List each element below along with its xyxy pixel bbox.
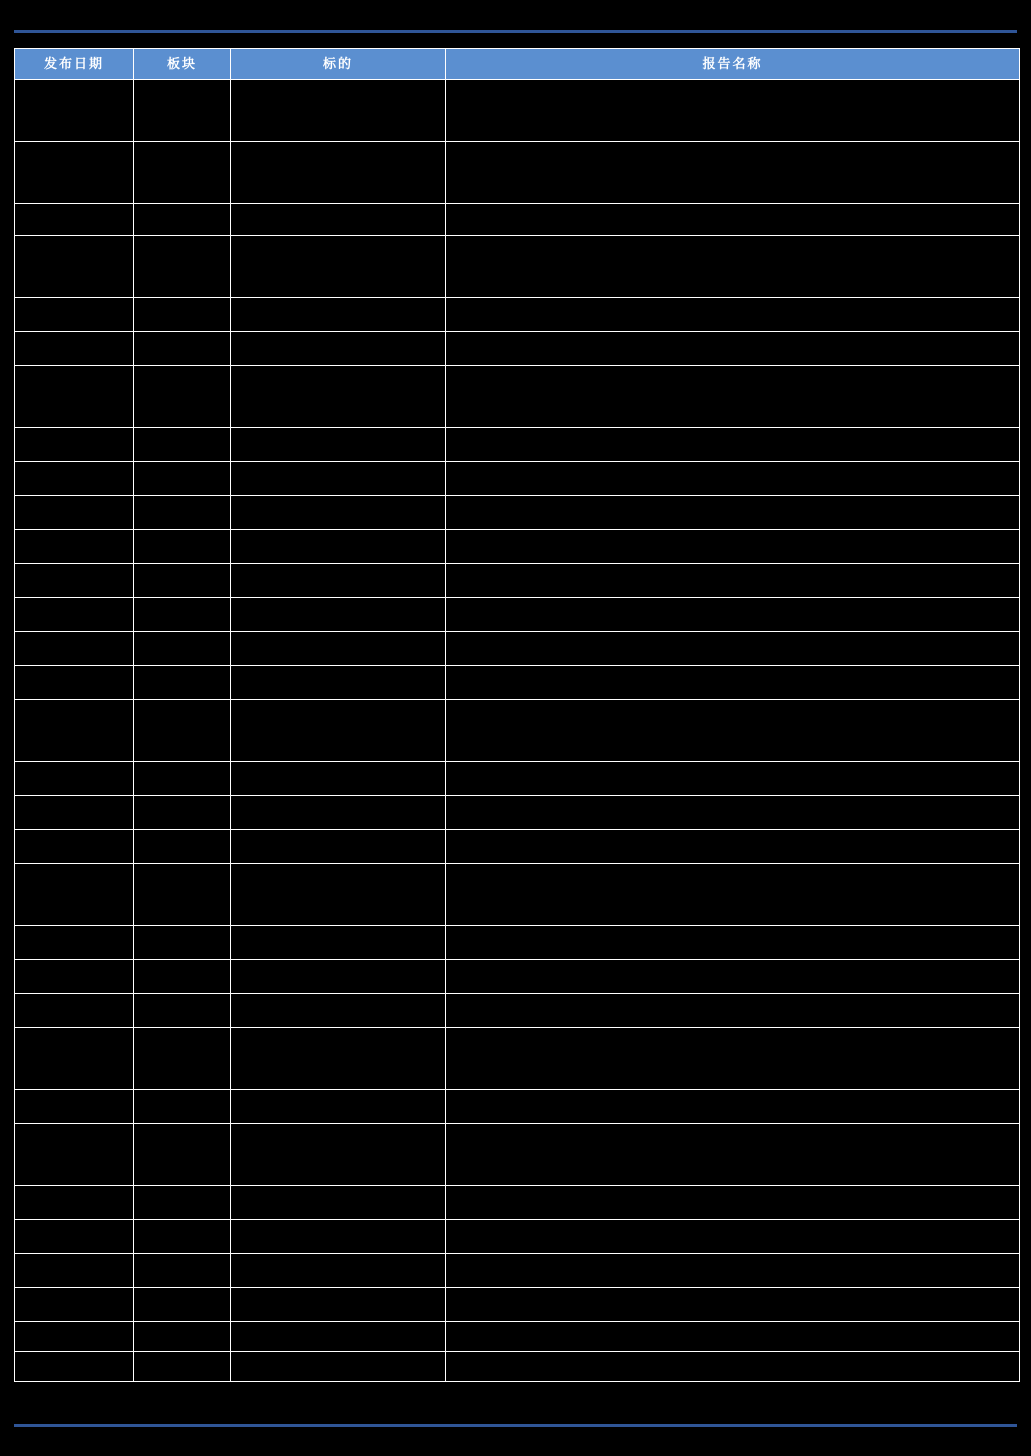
cell-sector bbox=[134, 1090, 231, 1124]
cell-date bbox=[15, 496, 134, 530]
cell-sector bbox=[134, 298, 231, 332]
cell-target bbox=[231, 1028, 446, 1090]
cell-target bbox=[231, 80, 446, 142]
cell-date bbox=[15, 1090, 134, 1124]
cell-report-name bbox=[446, 564, 1020, 598]
column-header-report-name: 报告名称 bbox=[446, 49, 1020, 80]
cell-target bbox=[231, 1322, 446, 1352]
cell-report-name bbox=[446, 632, 1020, 666]
cell-report-name bbox=[446, 926, 1020, 960]
cell-date bbox=[15, 332, 134, 366]
cell-sector bbox=[134, 1254, 231, 1288]
cell-target bbox=[231, 830, 446, 864]
cell-sector bbox=[134, 1352, 231, 1382]
cell-report-name bbox=[446, 666, 1020, 700]
cell-date bbox=[15, 530, 134, 564]
table-row bbox=[15, 1186, 1020, 1220]
cell-report-name bbox=[446, 1090, 1020, 1124]
cell-sector bbox=[134, 462, 231, 496]
table-row bbox=[15, 762, 1020, 796]
cell-sector bbox=[134, 598, 231, 632]
cell-target bbox=[231, 298, 446, 332]
header-rule bbox=[14, 30, 1017, 33]
cell-sector bbox=[134, 366, 231, 428]
cell-date bbox=[15, 236, 134, 298]
cell-target bbox=[231, 332, 446, 366]
cell-sector bbox=[134, 632, 231, 666]
cell-date bbox=[15, 762, 134, 796]
cell-sector bbox=[134, 700, 231, 762]
cell-date bbox=[15, 960, 134, 994]
cell-report-name bbox=[446, 598, 1020, 632]
cell-date bbox=[15, 1186, 134, 1220]
cell-target bbox=[231, 960, 446, 994]
cell-target bbox=[231, 598, 446, 632]
cell-sector bbox=[134, 1028, 231, 1090]
table-row bbox=[15, 598, 1020, 632]
table-row bbox=[15, 1322, 1020, 1352]
table-row bbox=[15, 564, 1020, 598]
cell-report-name bbox=[446, 1322, 1020, 1352]
cell-target bbox=[231, 1220, 446, 1254]
cell-report-name bbox=[446, 298, 1020, 332]
cell-date bbox=[15, 462, 134, 496]
cell-target bbox=[231, 366, 446, 428]
table-row bbox=[15, 796, 1020, 830]
cell-sector bbox=[134, 236, 231, 298]
table-row bbox=[15, 332, 1020, 366]
cell-report-name bbox=[446, 80, 1020, 142]
cell-date bbox=[15, 142, 134, 204]
table-row bbox=[15, 700, 1020, 762]
table-row bbox=[15, 666, 1020, 700]
cell-sector bbox=[134, 864, 231, 926]
table-row bbox=[15, 1254, 1020, 1288]
cell-target bbox=[231, 762, 446, 796]
cell-date bbox=[15, 1028, 134, 1090]
table-header bbox=[15, 49, 1020, 80]
table-row bbox=[15, 864, 1020, 926]
cell-sector bbox=[134, 204, 231, 236]
cell-sector bbox=[134, 496, 231, 530]
cell-target bbox=[231, 926, 446, 960]
cell-sector bbox=[134, 1186, 231, 1220]
cell-date bbox=[15, 1352, 134, 1382]
cell-sector bbox=[134, 1322, 231, 1352]
cell-sector bbox=[134, 80, 231, 142]
cell-target bbox=[231, 632, 446, 666]
cell-sector bbox=[134, 428, 231, 462]
cell-report-name bbox=[446, 960, 1020, 994]
cell-report-name bbox=[446, 1220, 1020, 1254]
cell-report-name bbox=[446, 142, 1020, 204]
cell-target bbox=[231, 204, 446, 236]
cell-sector bbox=[134, 1220, 231, 1254]
cell-report-name bbox=[446, 1028, 1020, 1090]
table-row bbox=[15, 204, 1020, 236]
cell-target bbox=[231, 1352, 446, 1382]
cell-date bbox=[15, 994, 134, 1028]
cell-date bbox=[15, 564, 134, 598]
table-row bbox=[15, 1090, 1020, 1124]
cell-sector bbox=[134, 796, 231, 830]
cell-sector bbox=[134, 830, 231, 864]
footer-rule bbox=[14, 1424, 1017, 1427]
cell-date bbox=[15, 80, 134, 142]
table-row bbox=[15, 80, 1020, 142]
cell-report-name bbox=[446, 1288, 1020, 1322]
cell-target bbox=[231, 462, 446, 496]
cell-target bbox=[231, 564, 446, 598]
cell-target bbox=[231, 428, 446, 462]
cell-date bbox=[15, 204, 134, 236]
cell-report-name bbox=[446, 1124, 1020, 1186]
cell-date bbox=[15, 1254, 134, 1288]
cell-sector bbox=[134, 994, 231, 1028]
cell-report-name bbox=[446, 366, 1020, 428]
cell-sector bbox=[134, 142, 231, 204]
cell-target bbox=[231, 1186, 446, 1220]
cell-target bbox=[231, 994, 446, 1028]
cell-date bbox=[15, 796, 134, 830]
cell-sector bbox=[134, 666, 231, 700]
table-row bbox=[15, 462, 1020, 496]
column-header-date: 发布日期 bbox=[15, 49, 134, 80]
table-row bbox=[15, 1288, 1020, 1322]
cell-report-name bbox=[446, 530, 1020, 564]
cell-target bbox=[231, 1124, 446, 1186]
cell-target bbox=[231, 796, 446, 830]
cell-target bbox=[231, 864, 446, 926]
cell-report-name bbox=[446, 994, 1020, 1028]
cell-report-name bbox=[446, 700, 1020, 762]
table-row bbox=[15, 142, 1020, 204]
cell-report-name bbox=[446, 864, 1020, 926]
cell-date bbox=[15, 428, 134, 462]
report-table bbox=[14, 48, 1020, 1382]
cell-date bbox=[15, 366, 134, 428]
table-row bbox=[15, 496, 1020, 530]
cell-target bbox=[231, 1254, 446, 1288]
table-row bbox=[15, 366, 1020, 428]
cell-report-name bbox=[446, 1254, 1020, 1288]
cell-sector bbox=[134, 926, 231, 960]
cell-target bbox=[231, 1090, 446, 1124]
cell-sector bbox=[134, 530, 231, 564]
cell-report-name bbox=[446, 428, 1020, 462]
cell-report-name bbox=[446, 236, 1020, 298]
cell-sector bbox=[134, 960, 231, 994]
cell-report-name bbox=[446, 462, 1020, 496]
cell-target bbox=[231, 142, 446, 204]
cell-date bbox=[15, 830, 134, 864]
table-row bbox=[15, 632, 1020, 666]
cell-date bbox=[15, 864, 134, 926]
cell-date bbox=[15, 298, 134, 332]
cell-target bbox=[231, 530, 446, 564]
table-row bbox=[15, 994, 1020, 1028]
cell-report-name bbox=[446, 762, 1020, 796]
column-header-target: 标的 bbox=[231, 49, 446, 80]
table-row bbox=[15, 1028, 1020, 1090]
cell-date bbox=[15, 1220, 134, 1254]
table-row bbox=[15, 530, 1020, 564]
cell-target bbox=[231, 700, 446, 762]
cell-report-name bbox=[446, 204, 1020, 236]
cell-sector bbox=[134, 332, 231, 366]
cell-target bbox=[231, 666, 446, 700]
cell-report-name bbox=[446, 1186, 1020, 1220]
table-body bbox=[15, 80, 1020, 1382]
cell-report-name bbox=[446, 796, 1020, 830]
cell-date bbox=[15, 1322, 134, 1352]
cell-sector bbox=[134, 1288, 231, 1322]
cell-sector bbox=[134, 1124, 231, 1186]
cell-report-name bbox=[446, 332, 1020, 366]
cell-date bbox=[15, 598, 134, 632]
cell-target bbox=[231, 1288, 446, 1322]
cell-report-name bbox=[446, 496, 1020, 530]
table-row bbox=[15, 926, 1020, 960]
table-row bbox=[15, 830, 1020, 864]
cell-date bbox=[15, 926, 134, 960]
table-row bbox=[15, 298, 1020, 332]
cell-report-name bbox=[446, 1352, 1020, 1382]
cell-date bbox=[15, 1124, 134, 1186]
cell-date bbox=[15, 632, 134, 666]
cell-sector bbox=[134, 762, 231, 796]
table-row bbox=[15, 1220, 1020, 1254]
table-row bbox=[15, 1352, 1020, 1382]
table-row bbox=[15, 428, 1020, 462]
cell-date bbox=[15, 666, 134, 700]
table-header-row bbox=[15, 49, 1020, 80]
column-header-sector: 板块 bbox=[134, 49, 231, 80]
cell-date bbox=[15, 1288, 134, 1322]
table-row bbox=[15, 236, 1020, 298]
cell-report-name bbox=[446, 830, 1020, 864]
cell-target bbox=[231, 496, 446, 530]
cell-sector bbox=[134, 564, 231, 598]
table-row bbox=[15, 1124, 1020, 1186]
table-row bbox=[15, 960, 1020, 994]
cell-target bbox=[231, 236, 446, 298]
cell-date bbox=[15, 700, 134, 762]
